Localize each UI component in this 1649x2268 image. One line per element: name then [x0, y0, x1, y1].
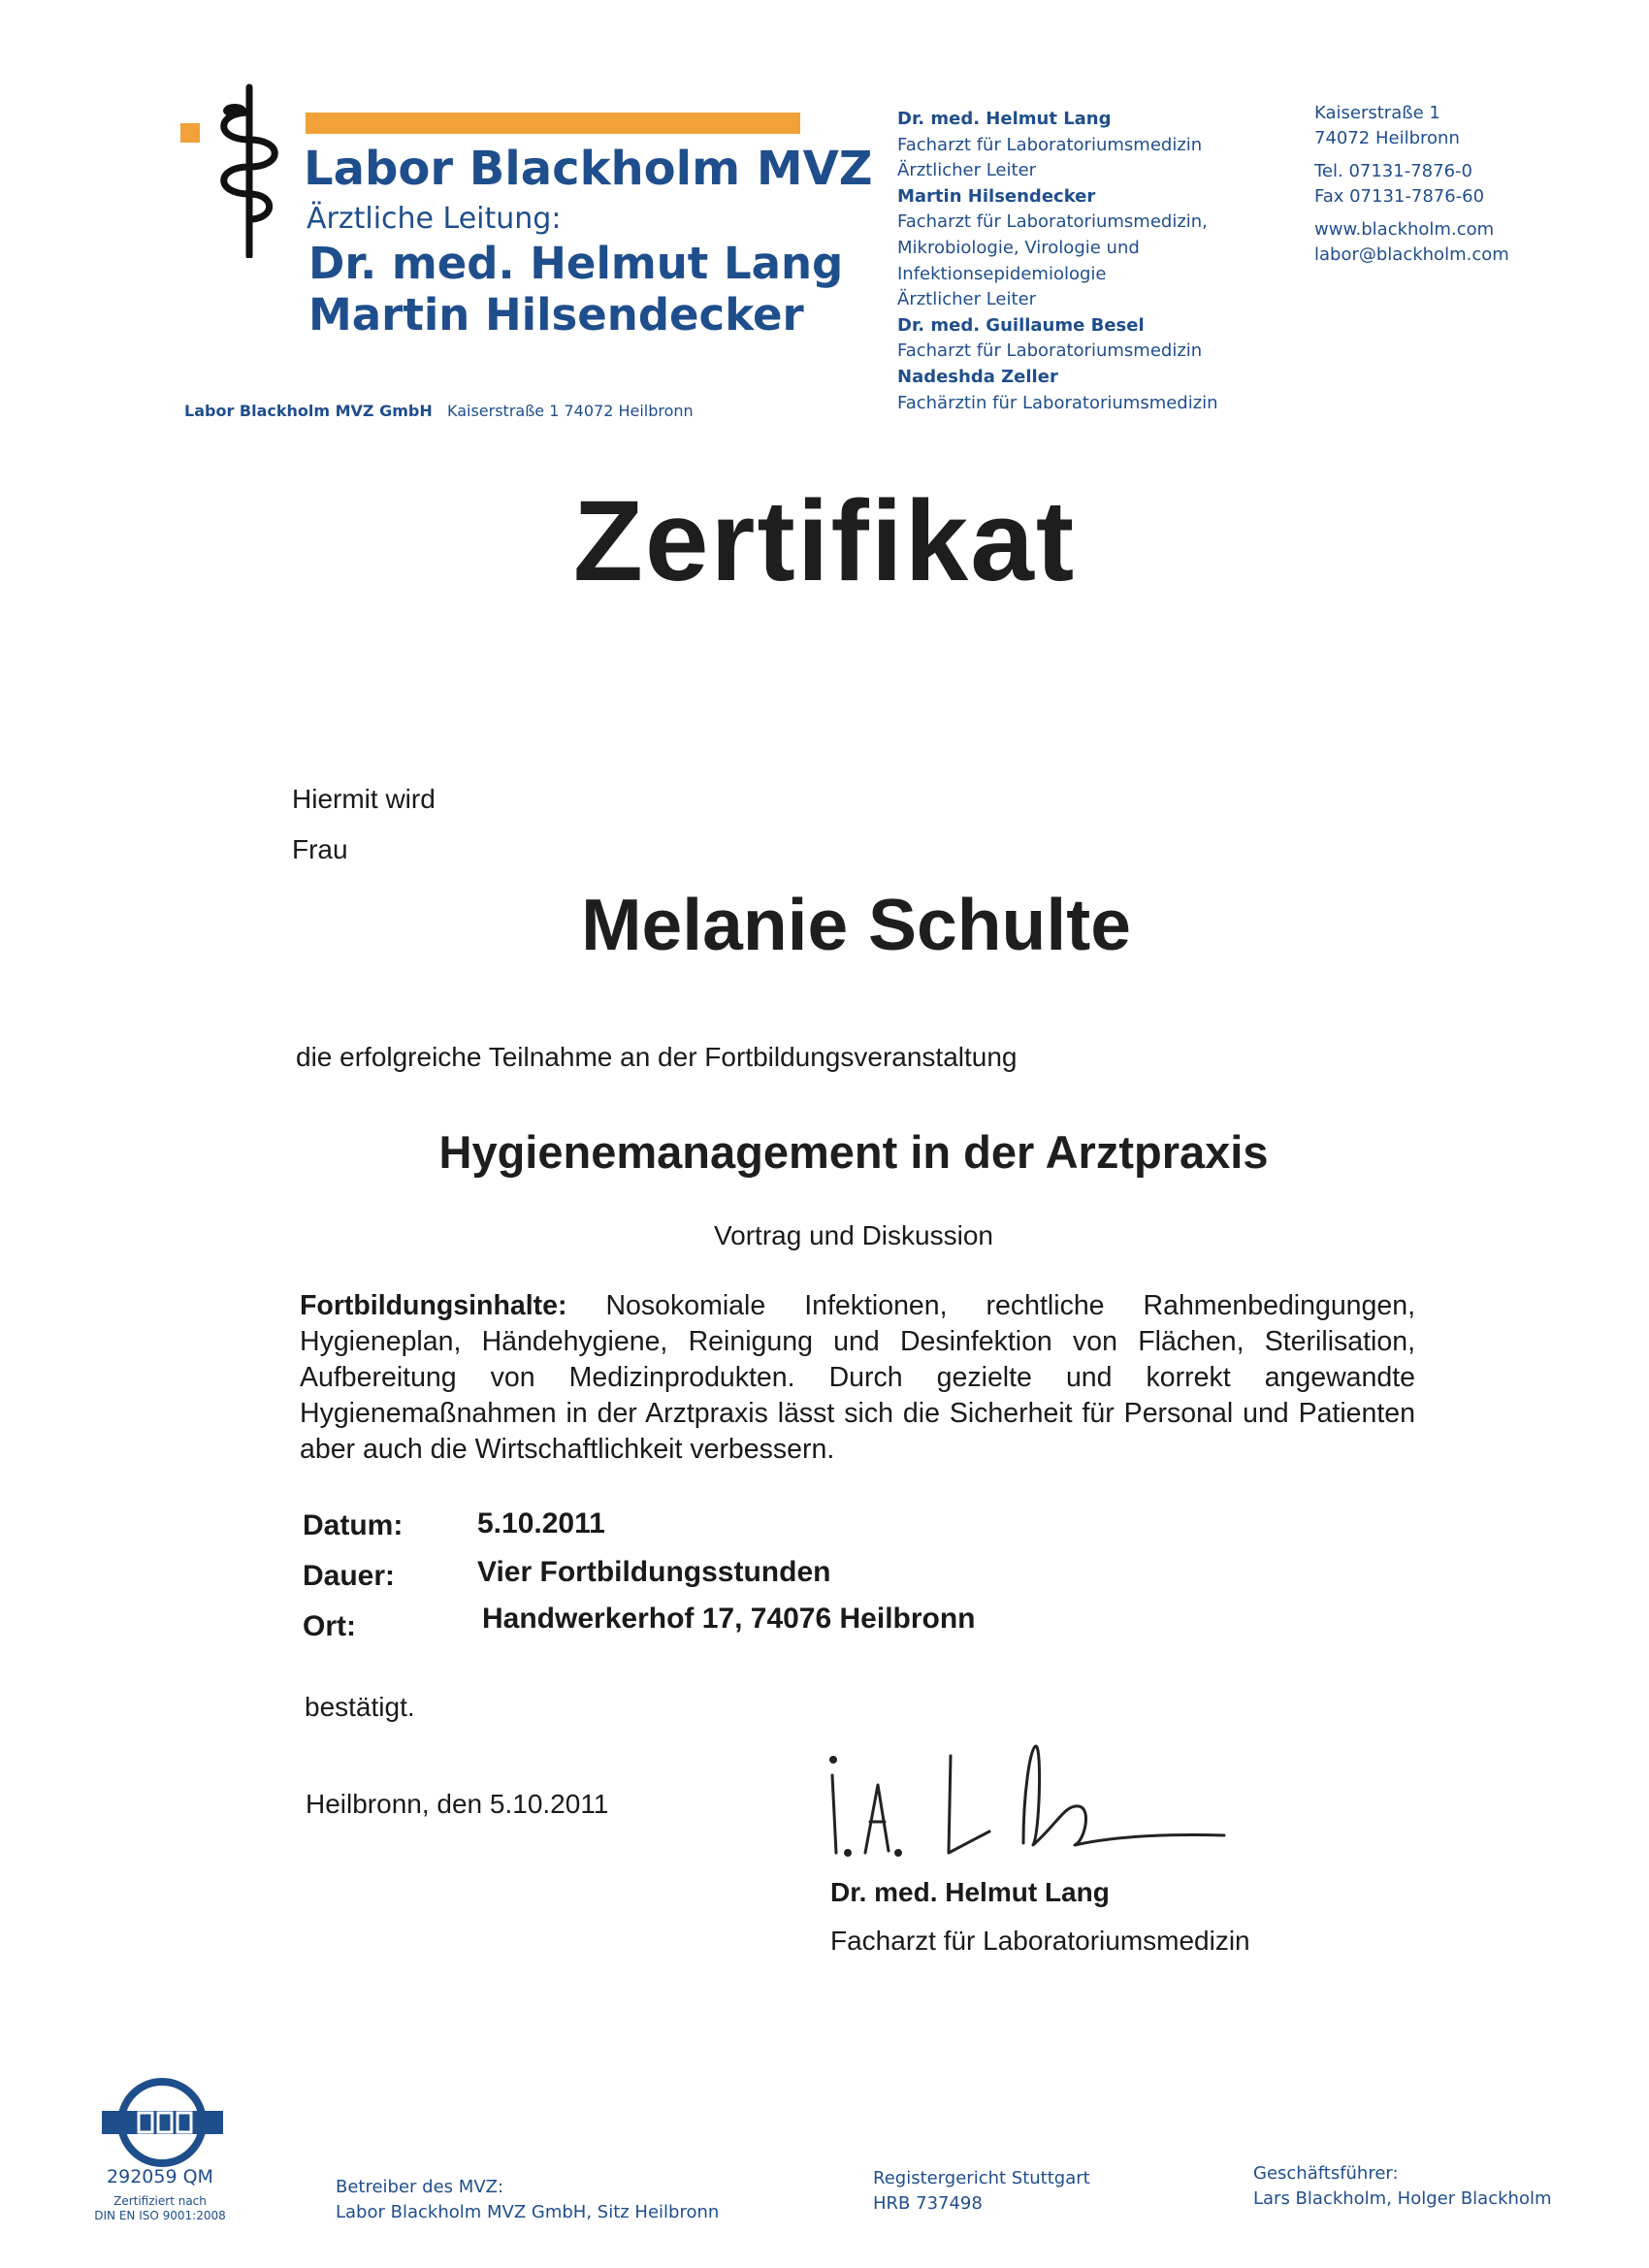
contact-block: [1314, 101, 1509, 268]
contact-web: www.blackholm.com: [1314, 219, 1495, 240]
course-title: Hygienemanagement in der Arztpraxis: [438, 1126, 1269, 1178]
intro-line-2: Frau: [292, 834, 348, 864]
detail-label-date: Datum:: [303, 1509, 404, 1541]
staff-entry: [897, 313, 1218, 365]
register-label: Registergericht Stuttgart: [873, 2168, 1090, 2188]
footer-register: [873, 2166, 1090, 2217]
logo-orange-square: [180, 123, 200, 143]
management-value: Lars Blackholm, Holger Blackholm: [1253, 2188, 1552, 2209]
staff-entry: [897, 184, 1218, 313]
confirmation-text: bestätigt.: [305, 1692, 415, 1722]
staff-role: Facharzt für Laboratoriumsmedizin: [897, 340, 1203, 362]
leadership-label: Ärztliche Leitung:: [307, 202, 562, 236]
leader-name-1: Dr. med. Helmut Lang: [308, 238, 844, 289]
logo-orange-bar: [306, 113, 800, 134]
staff-role: Ärztlicher Leiter: [897, 289, 1037, 310]
detail-value-date: 5.10.2011: [477, 1507, 605, 1539]
sender-line: [184, 402, 694, 420]
leader-name-2: Martin Hilsendecker: [308, 289, 804, 340]
lab-name: Labor Blackholm MVZ: [304, 142, 873, 196]
dqs-certification-logo: [102, 2076, 223, 2169]
course-content: [300, 1288, 1415, 1468]
staff-role: Infektionsepidemiologie: [897, 263, 1107, 284]
detail-label-duration: Dauer:: [303, 1560, 396, 1592]
certificate-title: Zertifikat: [572, 477, 1077, 605]
dqs-certification-text: [58, 2194, 262, 2223]
dqs-number: 292059 QM: [107, 2166, 213, 2187]
operator-label: Betreiber des MVZ:: [336, 2177, 504, 2197]
footer-management: [1253, 2161, 1552, 2212]
register-value: HRB 737498: [873, 2193, 983, 2214]
content-label: Fortbildungsinhalte:: [300, 1290, 567, 1321]
staff-role: Facharzt für Laboratoriumsmedizin: [897, 134, 1203, 155]
staff-list: [897, 107, 1218, 416]
sender-company: Labor Blackholm MVZ GmbH: [184, 402, 433, 420]
staff-entry: [897, 365, 1218, 416]
place-and-date: Heilbronn, den 5.10.2011: [306, 1789, 609, 1819]
detail-value-location: Handwerkerhof 17, 74076 Heilbronn: [482, 1603, 976, 1635]
management-label: Geschäftsführer:: [1253, 2163, 1399, 2184]
contact-fax: Fax 07131-7876-60: [1314, 186, 1485, 207]
course-format: Vortrag und Diskussion: [714, 1220, 993, 1250]
staff-name: Dr. med. Helmut Lang: [897, 109, 1112, 129]
contact-email: labor@blackholm.com: [1314, 244, 1509, 265]
staff-role: Ärztlicher Leiter: [897, 160, 1037, 181]
dqs-cert-line-2: DIN EN ISO 9001:2008: [94, 2209, 226, 2222]
content-text: Nosokomiale Infektionen, rechtliche Rahmenbedingungen, Hygieneplan, Händehygiene, Reinigung und Desinfektion von Flächen, Sterilisation, Aufbereitung von Medizinprodukten. Durch gezielte und korrekt angewandte Hygienemaßnahmen in der Arztpraxis lässt sich die Sicherheit für Personal und Patienten aber auch die Wirtschaftlichkeit verbessern.: [300, 1290, 1415, 1465]
signer-name: Dr. med. Helmut Lang: [830, 1877, 1110, 1907]
dqs-cert-line-1: Zertifiziert nach: [113, 2194, 207, 2208]
detail-value-duration: Vier Fortbildungsstunden: [477, 1556, 831, 1588]
contact-city: 74072 Heilbronn: [1314, 128, 1460, 148]
staff-role: Mikrobiologie, Virologie und: [897, 237, 1140, 258]
signer-role: Facharzt für Laboratoriumsmedizin: [830, 1926, 1250, 1956]
contact-tel: Tel. 07131-7876-0: [1314, 161, 1472, 181]
contact-street: Kaiserstraße 1: [1314, 103, 1440, 123]
sender-address: Kaiserstraße 1 74072 Heilbronn: [447, 402, 694, 420]
aesculapian-staff-icon: [206, 83, 293, 258]
detail-label-location: Ort:: [303, 1610, 356, 1642]
participation-text: die erfolgreiche Teilnahme an der Fortbildungsveranstaltung: [296, 1042, 1018, 1072]
staff-role: Fachärztin für Laboratoriumsmedizin: [897, 392, 1218, 413]
staff-name: Dr. med. Guillaume Besel: [897, 314, 1145, 336]
staff-entry: [897, 107, 1218, 184]
handwritten-signature: [824, 1717, 1232, 1863]
participant-name: Melanie Schulte: [581, 884, 1131, 965]
intro-line-1: Hiermit wird: [292, 784, 436, 814]
staff-name: Nadeshda Zeller: [897, 366, 1058, 387]
staff-role: Facharzt für Laboratoriumsmedizin,: [897, 211, 1208, 233]
footer-operator: [336, 2175, 719, 2225]
staff-name: Martin Hilsendecker: [897, 185, 1096, 207]
operator-value: Labor Blackholm MVZ GmbH, Sitz Heilbronn: [336, 2202, 720, 2222]
